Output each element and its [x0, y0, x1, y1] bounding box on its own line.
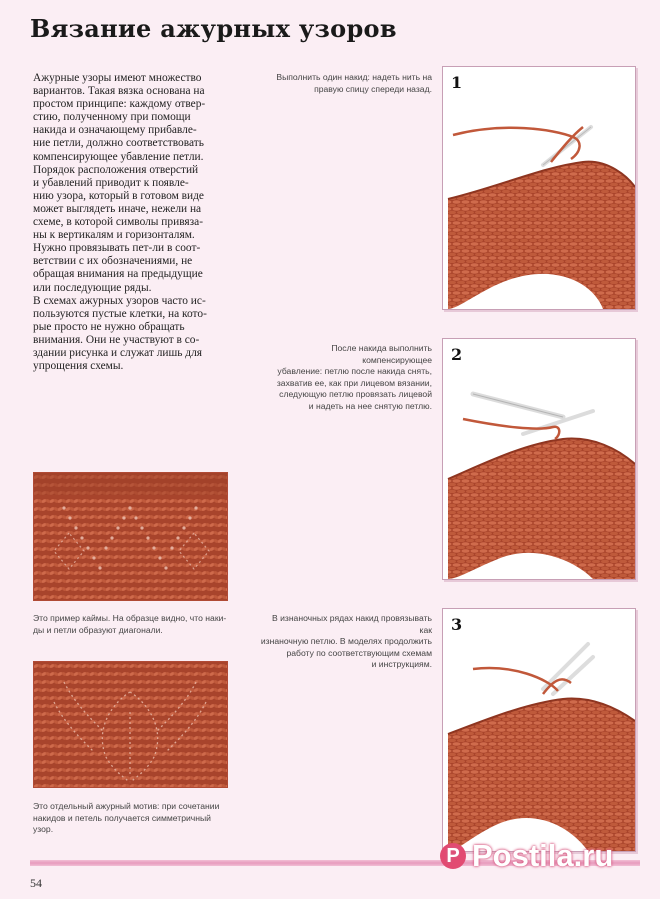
step-3-caption — [258, 613, 432, 671]
lace-motif-swatch — [34, 662, 227, 787]
step-number: 2 — [451, 345, 463, 364]
page-title: Вязание ажурных узоров — [30, 14, 397, 43]
knitting-photo-step-3 — [443, 609, 635, 851]
intro-line: обращая внимания на предыдущие — [33, 268, 203, 281]
caption-line: правую спицу спереди назад. — [314, 83, 432, 94]
caption-line: убавление: петлю после накида снять, — [277, 366, 432, 376]
intro-line: вариантов. Такая вязка основана на — [33, 85, 205, 98]
intro-line: Нужно провязывать пет-ли в соот- — [33, 242, 201, 255]
watermark-text: Postila.ru — [472, 838, 614, 873]
step-1-photo — [442, 66, 636, 310]
caption-line: захватив ее, как при лицевом вязании, — [276, 377, 432, 388]
motif-sample-caption — [33, 801, 228, 836]
intro-line: пользуются пустые клетки, на кото- — [33, 307, 207, 320]
intro-line: простом принципе: каждому отвер- — [33, 98, 206, 111]
caption-line: и надеть на нее снятую петлю. — [308, 400, 432, 411]
intro-line: ние петли, должно соответствовать — [33, 137, 204, 150]
page-number: 54 — [30, 876, 42, 890]
lace-motif-sample — [33, 661, 228, 788]
intro-line: Порядок расположения отверстий — [33, 163, 199, 176]
intro-line: В схемах ажурных узоров часто ис- — [33, 294, 206, 307]
knitting-photo-step-1 — [443, 67, 635, 309]
intro-line: ны к вертикалям и горизонталям. — [33, 229, 195, 242]
intro-line: внимания. Они не участвуют в со- — [33, 333, 200, 346]
step-2-caption — [262, 343, 432, 412]
intro-line: или последующие ряды. — [33, 281, 152, 294]
intro-line: может выглядеть иначе, нежели на — [33, 202, 202, 215]
caption-line: Это отдельный ажурный мотив: при сочетании — [33, 801, 220, 811]
caption-line: Выполнить один накид: надеть нить на — [276, 72, 432, 82]
intro-line: стию, полученному при помощи — [33, 111, 191, 124]
intro-line: ветствии с их обозначениями, не — [33, 255, 193, 268]
intro-line: нию узора, который в готовом виде — [33, 189, 204, 202]
intro-line: Ажурные узоры имеют множество — [33, 72, 202, 84]
caption-line: ды и петли образуют диагонали. — [33, 624, 163, 635]
lace-border-sample — [33, 472, 228, 601]
caption-line: узор. — [33, 824, 54, 834]
caption-line: Это пример каймы. На образце видно, что нaки- — [33, 613, 227, 623]
site-watermark — [440, 838, 613, 874]
caption-line: и инструкциям. — [371, 659, 432, 669]
intro-line: упрощения схемы. — [33, 360, 124, 373]
step-number: 3 — [451, 615, 463, 634]
intro-text — [33, 72, 233, 373]
postila-logo-icon: P — [440, 843, 466, 869]
caption-line: следующую петлю провязать лицевой — [279, 389, 432, 399]
intro-line: здании рисунка и служат лишь для — [33, 346, 203, 359]
caption-line: накидов и петель получается симметричный — [33, 812, 211, 823]
border-sample-caption — [33, 613, 228, 636]
lace-border-swatch — [34, 473, 227, 600]
step-2-photo — [442, 338, 636, 580]
step-1-caption — [262, 72, 432, 95]
step-3-photo — [442, 608, 636, 852]
intro-line: накида и означающему прибавле- — [33, 124, 197, 137]
caption-line: изнаночную петлю. В моделях продолжить — [260, 636, 432, 646]
intro-line: и убавлений приводит к появле- — [33, 176, 189, 189]
intro-line: схеме, в которой символы привяза- — [33, 216, 204, 229]
caption-line: После накида выполнить компенсирующее — [331, 343, 432, 365]
caption-line: работу по соответствующим схемам — [286, 647, 432, 658]
intro-line: рые просто не нужно обращать — [33, 320, 185, 333]
caption-line: В изнаночных рядах накид провязывать как — [271, 613, 432, 635]
step-number: 1 — [451, 73, 463, 92]
intro-line: компенсирующее убавление петли. — [33, 150, 204, 163]
knitting-photo-step-2 — [443, 339, 635, 579]
